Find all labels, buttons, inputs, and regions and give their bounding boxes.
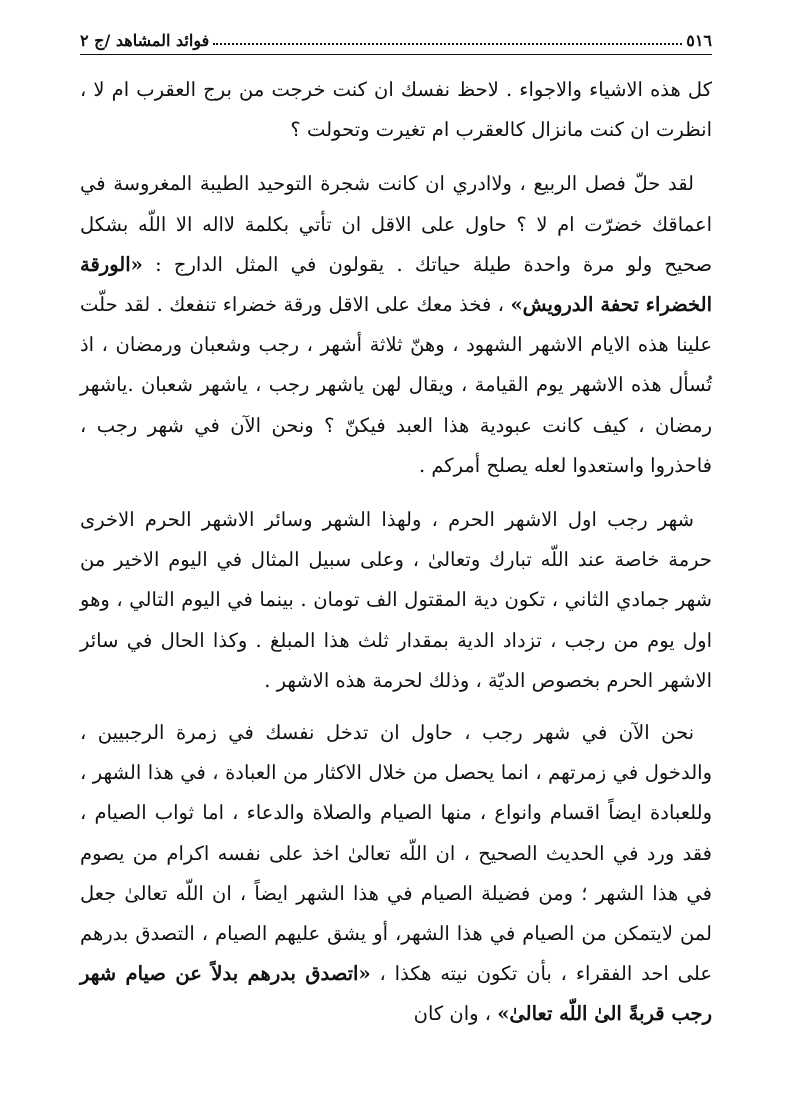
running-title: فوائد المشاهد /ج ٢ bbox=[80, 31, 210, 50]
paragraph-2-text-end: ، فخذ معك على الاقل ورقة خضراء تنفعك . لقد حلّت علينا هذه الايام الاشهر الشهود ، وهنّ ثلاثة أشهر ، رجب وشعبان ورمضان ، اذ تُسأل هذه الاشهر يوم القيامة ، ويقال لهن ياشهر رجب ، ياشهر شعبان .ياشهر رمضان ، كيف كانت عبودية هذا العبد فيكنّ ؟ ونحن الآن في شهر رجب ، فاحذروا واستعدوا لعله يصلح أمركم . bbox=[80, 293, 712, 477]
header-dot-leader bbox=[213, 43, 682, 45]
paragraph-4-intention-quote: «اتصدق بدرهم بدلاً عن صيام شهر رجب قربةً الىٰ اللّه تعالىٰ» bbox=[80, 962, 712, 1026]
paragraph-4-text-end: ، وان كان bbox=[413, 1002, 498, 1026]
page-header bbox=[80, 24, 712, 55]
paragraph-4-text-start: نحن الآن في شهر رجب ، حاول ان تدخل نفسك في زمرة الرجبيين ، والدخول في زمرتهم ، انما يحصل من خلال الاكثار من العبادة ، في هذا الشهر ، وللعبادة ايضاً اقسام وانواع ، منها الصيام والصلاة والدعاء ، اما ثواب الصيام ، فقد ورد في الحديث الصحيح ، ان اللّه تعالىٰ اخذ على نفسه اكرام من يصوم في هذا الشهر ؛ ومن فضيلة الصيام في هذا الشهر ايضاً ، ان اللّه تعالىٰ جعل لمن لايتمكن من الصيام في هذا الشهر، أو يشق عليهم الصيام ، التصدق بدرهم على احد الفقراء ، بأن تكون نيته هكذا ، bbox=[80, 721, 712, 986]
paragraph-2-proverb-quote: «الورقة الخضراء تحفة الدرويش» bbox=[80, 252, 712, 317]
page-number: ٥١٦ bbox=[686, 31, 712, 50]
paragraph-1 bbox=[80, 70, 712, 150]
body-text bbox=[80, 70, 712, 1049]
paragraph-3-text: شهر رجب اول الاشهر الحرم ، ولهذا الشهر وسائر الاشهر الحرم الاخرى حرمة خاصة عند اللّه تبارك وتعالىٰ ، وعلى سبيل المثال في اليوم الاخير من شهر جمادي الثاني ، تكون دية المقتول الف تومان . بينما في اليوم التالي ، وهو اول يوم من رجب ، تزداد الدية بمقدار ثلث هذا المبلغ . وكذا الحال في سائر الاشهر الحرم بخصوص الديّة ، وذلك لحرمة هذه الاشهر . bbox=[80, 508, 712, 692]
paragraph-1-text: كل هذه الاشياء والاجواء . لاحظ نفسك ان كنت خرجت من برج العقرب ام لا ، انظرت ان كنت مانزال كالعقرب ام تغيرت وتحولت ؟ bbox=[80, 78, 712, 142]
paragraph-2 bbox=[80, 164, 712, 486]
paragraph-3 bbox=[80, 500, 712, 701]
paragraph-2-text-start: لقد حلّ فصل الربيع ، ولاادري ان كانت شجرة التوحيد الطيبة المغروسة في اعماقك خضرّت ام لا ؟ حاول على الاقل ان تأتي بكلمة لااله الا اللّه بشكل صحيح ولو مرة واحدة طيلة حياتك . يقولون في المثل الدارج : bbox=[80, 172, 712, 276]
paragraph-4 bbox=[80, 713, 712, 1035]
